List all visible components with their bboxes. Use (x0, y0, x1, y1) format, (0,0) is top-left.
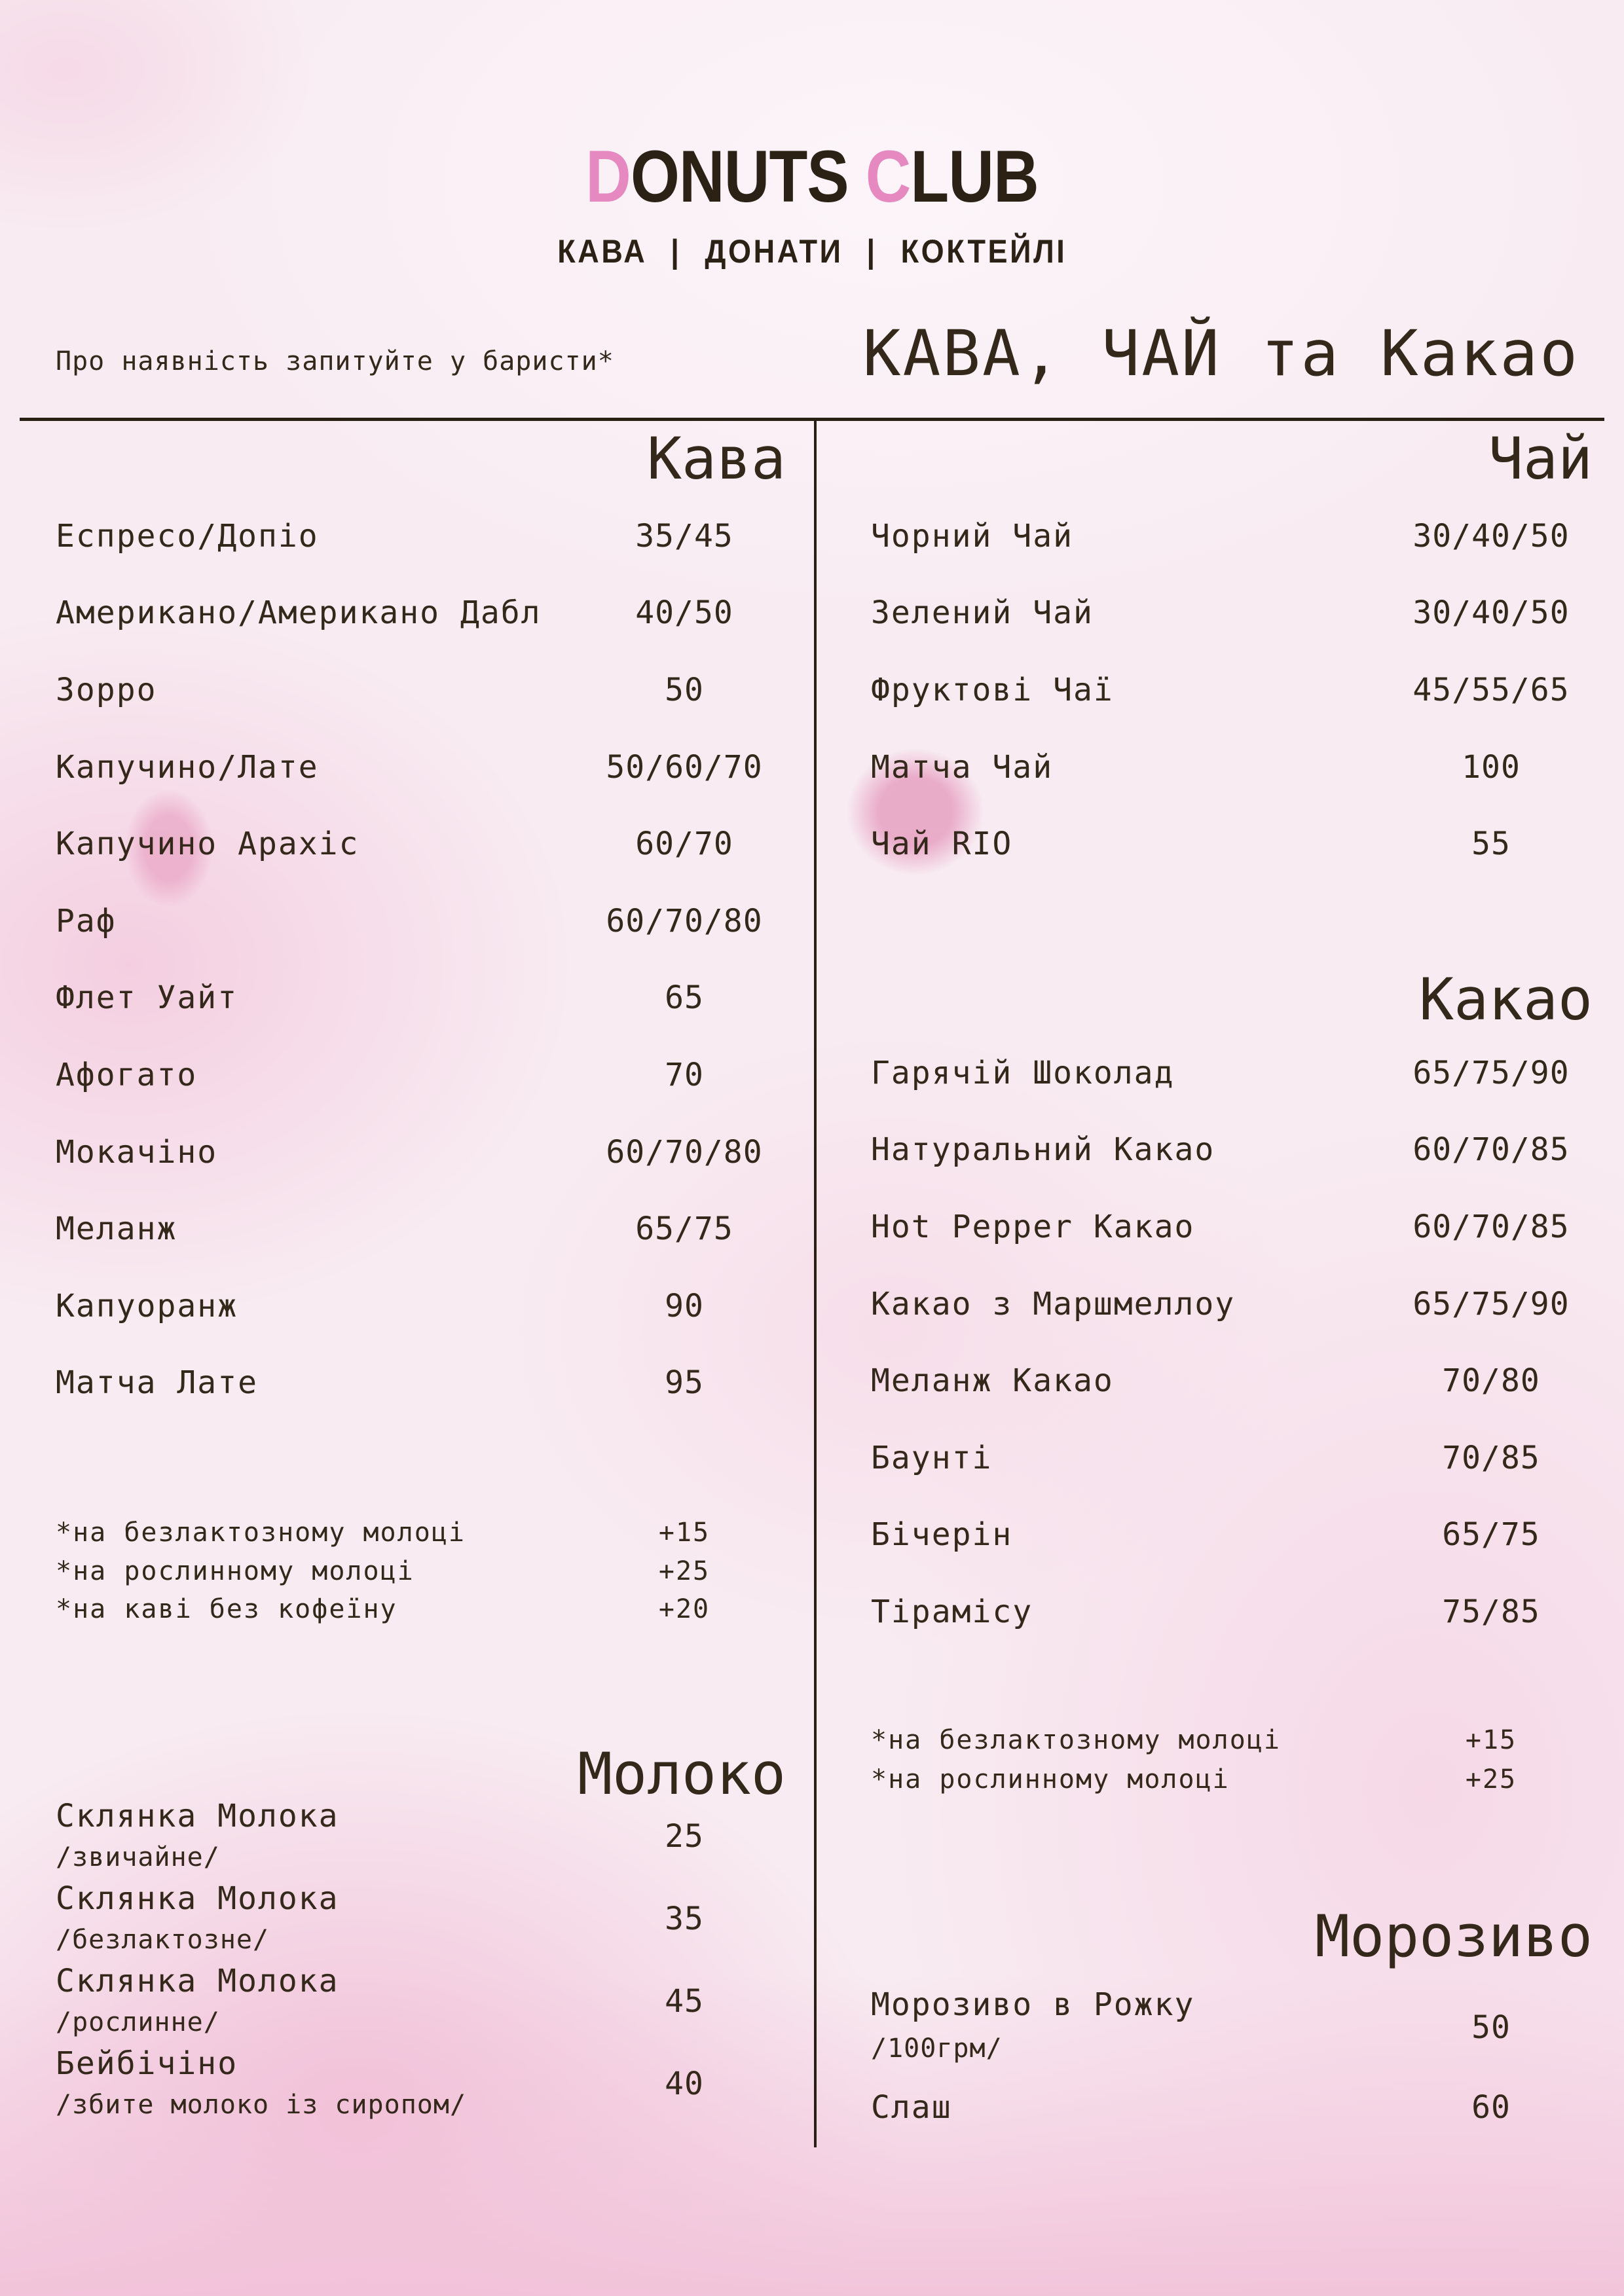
item-name: Склянка Молока (56, 1798, 339, 1834)
availability-note: Про наявність запитуйте у баристи* (56, 346, 614, 376)
brand-space (849, 136, 866, 217)
icecream-cone-row (871, 1984, 1593, 2071)
item-price: 50/60/70 (606, 748, 763, 786)
menu-item-row (56, 883, 786, 960)
item-price: 65/75/90 (1412, 1285, 1570, 1322)
coffee-item-list (56, 498, 786, 1421)
menu-note-row (56, 1514, 786, 1552)
milk-item-list (56, 1795, 786, 2125)
menu-item-row (56, 1114, 786, 1191)
note-surcharge: +15 (1465, 1725, 1517, 1755)
item-name: Капуоранж (56, 1287, 238, 1324)
item-price: 25 (665, 1818, 704, 1855)
cocoa-section-heading: Какао (1419, 966, 1593, 1033)
menu-item-row (871, 651, 1593, 729)
item-price: 40/50 (635, 594, 733, 632)
item-price: 50 (1471, 2009, 1511, 2046)
item-subnote: /100грм/ (871, 2033, 1003, 2064)
column-divider (814, 421, 817, 2147)
item-name: Капучино/Лате (56, 748, 319, 786)
menu-item-row (871, 1034, 1593, 1112)
item-name: Склянка Молока (56, 1880, 339, 1917)
item-name: Американо/Американо Дабл (56, 594, 542, 632)
item-price: 40 (665, 2066, 704, 2102)
item-name: Слаш (871, 2089, 952, 2126)
item-price: 60/70/80 (606, 902, 763, 939)
item-price: 60 (1471, 2089, 1511, 2126)
menu-item-row (56, 575, 786, 652)
item-name: Мокачіно (56, 1133, 218, 1171)
menu-item-row (871, 1188, 1593, 1266)
menu-item-row (56, 1795, 786, 1878)
menu-item-row (56, 651, 786, 729)
item-name: Раф (56, 902, 117, 939)
menu-item-row (56, 1190, 786, 1267)
item-name: Натуральний Какао (871, 1131, 1215, 1169)
note-surcharge: +25 (658, 1556, 710, 1586)
menu-item-row (871, 1984, 1593, 2071)
menu-item-row (871, 1266, 1593, 1343)
menu-item-row (871, 575, 1593, 652)
item-name-group (56, 1795, 583, 1878)
menu-item-row (56, 1960, 786, 2043)
menu-item-row (871, 1342, 1593, 1419)
menu-item-row (56, 1036, 786, 1114)
item-name: Зорро (56, 671, 157, 708)
menu-item-row (871, 805, 1593, 883)
item-price: 70/80 (1442, 1362, 1540, 1400)
item-price: 30/40/50 (1412, 517, 1570, 555)
item-name: Чорний Чай (871, 517, 1073, 555)
item-name: Матча Лате (56, 1364, 258, 1402)
menu-note-row (871, 1760, 1593, 1799)
item-price: 60/70/85 (1412, 1208, 1570, 1245)
coffee-section-heading: Кава (647, 425, 786, 492)
brand-logo (0, 137, 1624, 216)
item-name-group (56, 1878, 583, 1960)
item-name: Бічерін (871, 1516, 1013, 1554)
item-price: 70 (665, 1056, 704, 1093)
item-name: Hot Pepper Какао (871, 1208, 1195, 1245)
brand-word-onuts: ONUTS (630, 136, 849, 217)
menu-item-row (871, 2071, 1593, 2143)
coffee-notes-list (56, 1514, 786, 1629)
menu-item-row (871, 1573, 1593, 1650)
item-price: 60/70/80 (606, 1133, 763, 1171)
item-price: 60/70/85 (1412, 1131, 1570, 1169)
menu-item-row (871, 498, 1593, 575)
menu-item-row (56, 729, 786, 806)
item-name: Еспресо/Допіо (56, 517, 319, 555)
item-name: Афогато (56, 1056, 198, 1093)
item-name-group (56, 2043, 583, 2125)
item-price: 55 (1471, 826, 1511, 863)
item-name-group (871, 1984, 1390, 2071)
item-name: Бейбічіно (56, 2045, 238, 2082)
cocoa-item-list (871, 1034, 1593, 1650)
menu-item-row (56, 1267, 786, 1345)
icecream-section-heading: Морозиво (1315, 1903, 1593, 1970)
item-name: Зелений Чай (871, 594, 1094, 632)
menu-item-row (56, 2043, 786, 2125)
item-subnote: /рослинне/ (56, 2007, 220, 2037)
menu-item-row (56, 1345, 786, 1422)
cocoa-notes-list (871, 1721, 1593, 1799)
note-surcharge: +15 (658, 1518, 710, 1548)
item-name: Матча Чай (871, 748, 1054, 786)
note-label: *на рослинному молоці (56, 1556, 415, 1586)
item-name: Баунті (871, 1439, 993, 1476)
item-price: 35/45 (635, 517, 733, 555)
item-price: 30/40/50 (1412, 594, 1570, 632)
note-label: *на каві без кофеїну (56, 1594, 397, 1625)
menu-item-row (56, 498, 786, 575)
item-price: 65/75 (1442, 1516, 1540, 1554)
menu-item-row (871, 1419, 1593, 1497)
tea-item-list (871, 498, 1593, 883)
tea-section-heading: Чай (1488, 425, 1593, 492)
item-price: 70/85 (1442, 1439, 1540, 1476)
item-name: Капучино Арахіс (56, 826, 360, 863)
item-price: 50 (665, 671, 704, 708)
item-name: Какао з Маршмеллоу (871, 1285, 1236, 1322)
item-price: 65 (665, 979, 704, 1017)
menu-note-row (871, 1721, 1593, 1760)
brand-letter-c: C (865, 136, 911, 217)
item-price: 45 (665, 1983, 704, 2020)
brand-tagline: КАВА | ДОНАТИ | КОКТЕЙЛІ (557, 233, 1067, 270)
item-price: 60/70 (635, 826, 733, 863)
item-price: 100 (1462, 748, 1521, 786)
menu-item-row (56, 1878, 786, 1960)
item-name: Склянка Молока (56, 1963, 339, 1999)
item-subnote: /безлактозне/ (56, 1925, 270, 1955)
menu-item-row (56, 960, 786, 1037)
note-label: *на безлактозному молоці (871, 1725, 1281, 1755)
item-name: Морозиво в Рожку (871, 1986, 1195, 2023)
milk-section-heading: Молоко (578, 1740, 786, 1808)
item-name: Меланж Какао (871, 1362, 1114, 1400)
item-price: 75/85 (1442, 1593, 1540, 1630)
item-name: Тірамісу (871, 1593, 1033, 1630)
menu-note-row (56, 1552, 786, 1591)
brand-letter-d: D (585, 136, 631, 217)
menu-item-row (871, 729, 1593, 806)
item-subnote: /збите молоко із сиропом/ (56, 2090, 467, 2120)
item-name-group (56, 1960, 583, 2043)
page-title: КАВА, ЧАЙ та Какао (862, 317, 1579, 390)
item-price: 95 (665, 1364, 704, 1402)
item-name: Флет Уайт (56, 979, 238, 1017)
item-name: Гарячій Шоколад (871, 1054, 1175, 1091)
menu-item-row (871, 1112, 1593, 1189)
note-surcharge: +25 (1465, 1764, 1517, 1795)
icecream-slush-row (871, 2071, 1593, 2143)
brand-word-lub: LUB (910, 136, 1039, 217)
note-surcharge: +20 (658, 1594, 710, 1625)
item-name: Фруктові Чаї (871, 671, 1114, 708)
item-price: 90 (665, 1287, 704, 1324)
item-price: 35 (665, 1901, 704, 1937)
item-name: Меланж (56, 1211, 177, 1248)
item-name: Чай RIO (871, 826, 1013, 863)
menu-item-row (56, 805, 786, 883)
item-price: 65/75/90 (1412, 1054, 1570, 1091)
item-price: 65/75 (635, 1211, 733, 1248)
note-label: *на рослинному молоці (871, 1764, 1230, 1795)
item-subnote: /звичайне/ (56, 1842, 220, 1872)
note-label: *на безлактозному молоці (56, 1518, 466, 1548)
menu-item-row (871, 1497, 1593, 1574)
item-price: 45/55/65 (1412, 671, 1570, 708)
menu-note-row (56, 1590, 786, 1629)
